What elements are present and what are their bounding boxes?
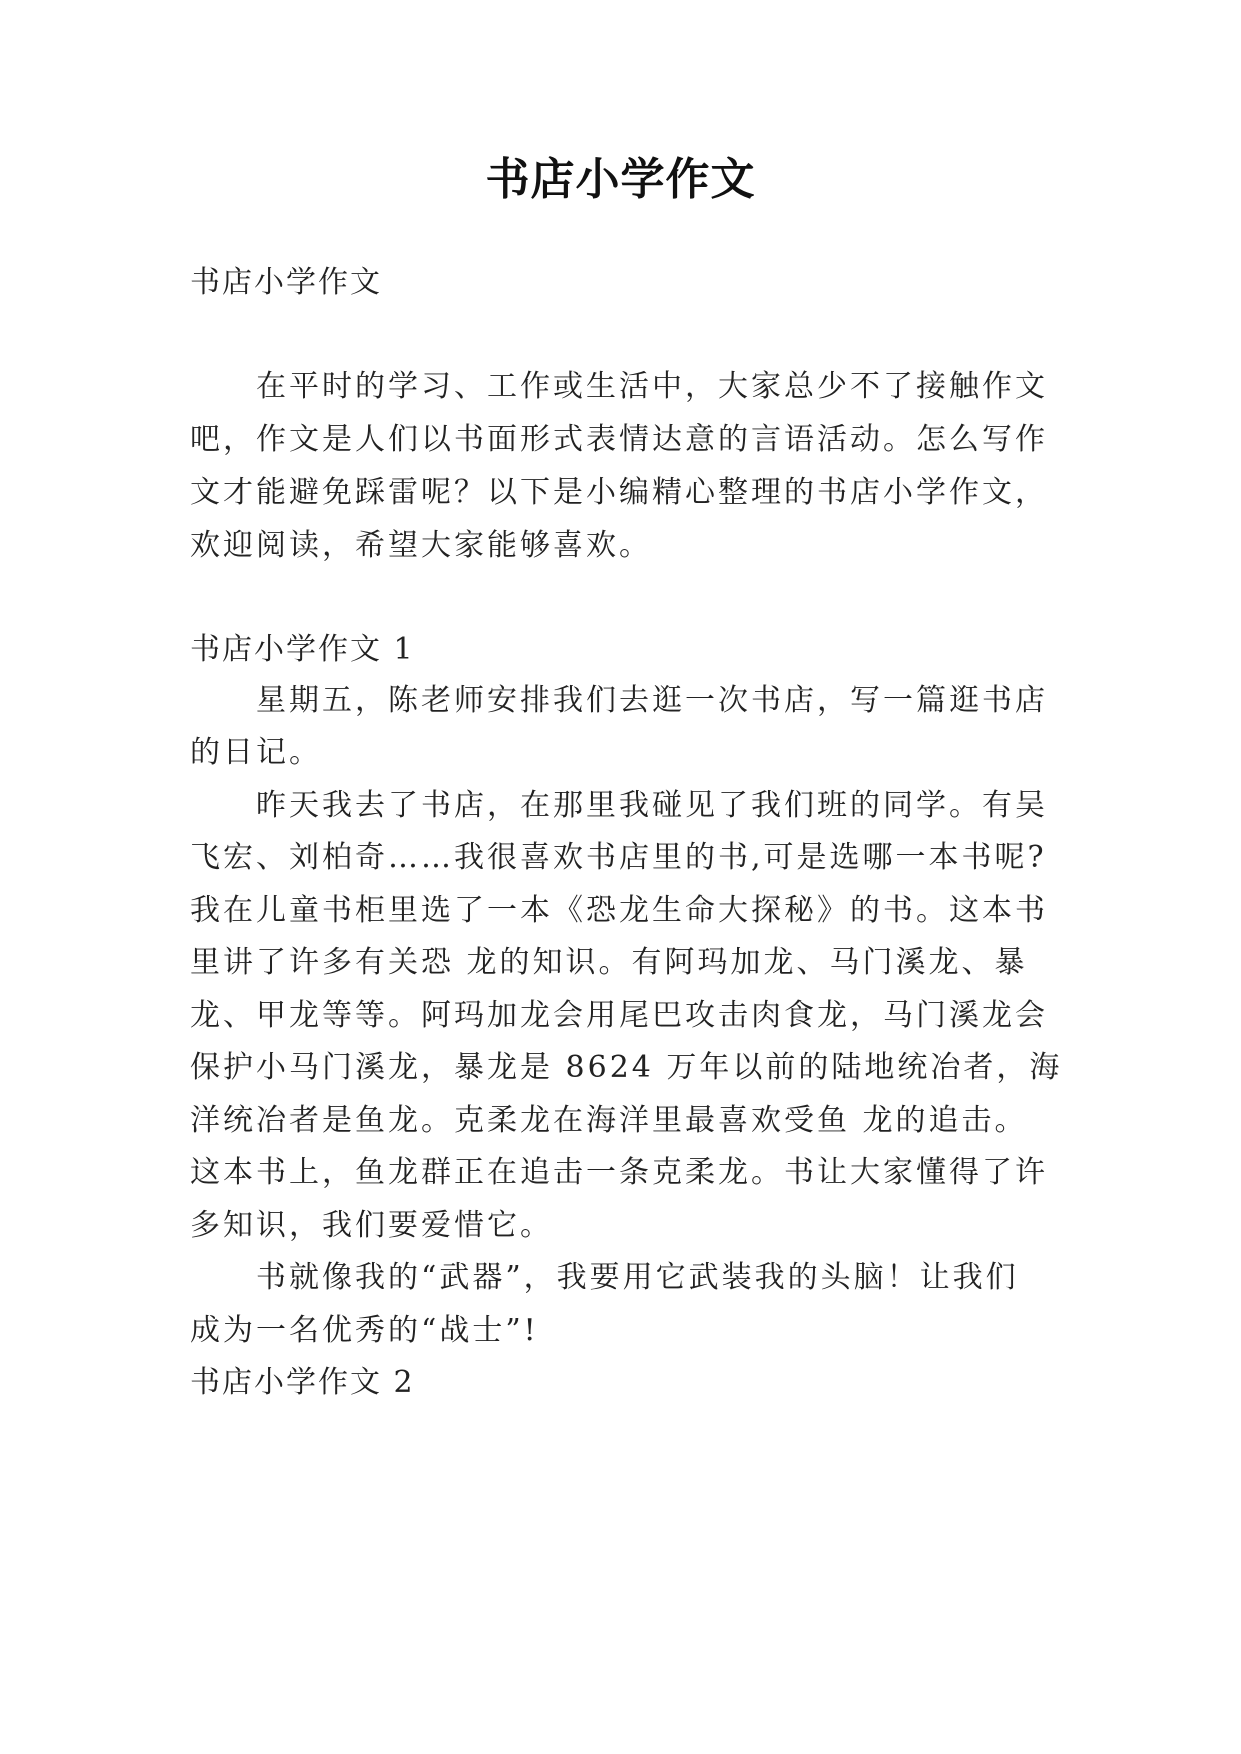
essay1-p2-line: 这本书上，鱼龙群正在追击一条克柔龙。书让大家懂得了许 [190,1155,1048,1190]
essay1-p2-line: 保护小马门溪龙，暴龙是 8624 万年以前的陆地统冶者，海 [190,1050,1063,1085]
essay1-p3-line: 书就像我的“武器”，我要用它武装我的头脑！让我们 [256,1260,1019,1295]
essay1-p2-line: 洋统冶者是鱼龙。克柔龙在海洋里最喜欢受鱼 龙的追击。 [190,1103,1028,1138]
intro-line: 在平时的学习、工作或生活中，大家总少不了接触作文 [256,369,1048,404]
essay2-heading: 书店小学作文 2 [190,1365,415,1400]
essay1-p1-line: 的日记。 [190,735,322,770]
essay1-p2-line: 我在儿童书柜里选了一本《恐龙生命大探秘》的书。这本书 [190,893,1048,928]
essay1-p2-line: 里讲了许多有关恐 龙的知识。有阿玛加龙、马门溪龙、暴 [190,945,1028,980]
essay1-p2-line: 飞宏、刘柏奇……我很喜欢书店里的书,可是选哪一本书呢? [190,840,1047,875]
document-title: 书店小学作文 [485,154,756,205]
essay1-p2-line: 多知识，我们要爱惜它。 [190,1208,553,1243]
intro-line: 吧，作文是人们以书面形式表情达意的言语活动。怎么写作 [190,422,1048,457]
essay1-p3-line: 成为一名优秀的“战士”! [190,1313,539,1348]
essay1-p1-line: 星期五，陈老师安排我们去逛一次书店，写一篇逛书店 [256,683,1048,718]
essay1-p2-line: 昨天我去了书店，在那里我碰见了我们班的同学。有吴 [256,788,1048,823]
essay1-heading: 书店小学作文 1 [190,632,415,667]
intro-line: 文才能避免踩雷呢？以下是小编精心整理的书店小学作文， [190,475,1048,510]
intro-line: 欢迎阅读，希望大家能够喜欢。 [190,528,652,563]
intro-heading: 书店小学作文 [190,265,382,300]
essay1-p2-line: 龙、甲龙等等。阿玛加龙会用尾巴攻击肉食龙，马门溪龙会 [190,998,1048,1033]
